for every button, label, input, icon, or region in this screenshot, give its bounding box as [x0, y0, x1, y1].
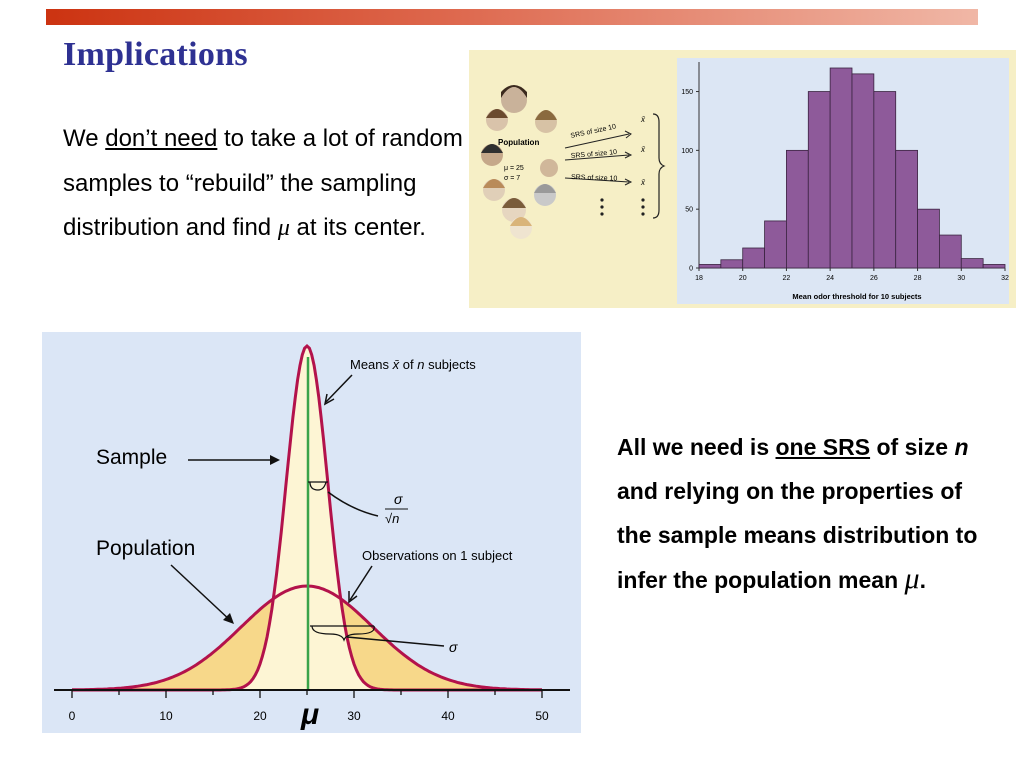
- face-icon: [501, 85, 527, 113]
- face-icon: [483, 179, 505, 201]
- srs-label: SRS of size 10: [569, 123, 617, 140]
- y-tick-label: 150: [681, 89, 693, 97]
- population-label: Population: [498, 138, 540, 147]
- sigma-over-root-n-denominator: √n: [385, 511, 400, 526]
- xbar-label: x̄: [641, 115, 645, 124]
- y-tick-label: 0: [689, 265, 693, 273]
- face-icon: [486, 109, 508, 131]
- histogram-bar: [765, 221, 787, 268]
- right-text-part1: All we need is: [617, 434, 776, 460]
- face-icon: [510, 217, 532, 239]
- x-tick-label: 18: [695, 275, 703, 282]
- x-tick-label: 20: [738, 275, 747, 282]
- y-tick-label: 100: [681, 147, 693, 155]
- right-text-part2: of size: [870, 434, 955, 460]
- ellipsis-icon: [600, 198, 644, 215]
- x-tick-label: 30: [957, 275, 966, 282]
- left-text-underlined: don’t need: [105, 125, 218, 152]
- histogram-bar: [808, 92, 830, 268]
- face-icon: [534, 184, 556, 206]
- mu-symbol: μ: [277, 215, 290, 241]
- sampling-figure: [469, 50, 1016, 308]
- xbar-label: x̄: [641, 145, 645, 154]
- xbar-label: x̄: [641, 178, 645, 187]
- n-symbol: n: [954, 434, 969, 460]
- title-accent-bar: [46, 9, 978, 25]
- arrow-icon: [326, 375, 352, 402]
- histogram-bar: [852, 74, 874, 268]
- right-text-end: .: [919, 567, 926, 593]
- histogram-bar: [961, 259, 983, 268]
- sample-arrow-icon: [186, 452, 286, 468]
- left-text-part2: to take a lot of random samples to “rebuild” the sampling distribution and find: [63, 125, 463, 241]
- sample-label: Sample: [96, 446, 168, 469]
- histogram-bar: [743, 248, 765, 268]
- observations-label: Observations on 1 subject: [362, 548, 513, 563]
- sigma-label: σ: [449, 639, 458, 655]
- right-paragraph: [617, 425, 997, 602]
- x-tick-label: 26: [869, 275, 878, 282]
- histogram-bar: [896, 150, 918, 268]
- brace-icon: [653, 114, 664, 218]
- histogram-bar: [830, 68, 852, 268]
- left-paragraph: [63, 117, 473, 251]
- population-label: Population: [96, 537, 196, 560]
- face-icon: [481, 144, 503, 166]
- x-tick-label: 22: [782, 275, 791, 282]
- x-tick-label: 20: [253, 709, 267, 723]
- histogram-bar: [721, 260, 743, 268]
- mu-symbol: μ: [904, 562, 920, 595]
- x-tick-label: 0: [68, 709, 76, 723]
- slide-title: Implications: [63, 36, 248, 73]
- sigma-label: σ = 7: [504, 175, 521, 182]
- y-tick-label: 50: [685, 206, 693, 214]
- mu-label: μ = 25: [504, 165, 524, 172]
- histogram-bar: [918, 209, 940, 268]
- means-label: Means x̄ of n subjects: [350, 357, 476, 372]
- face-icon: [540, 159, 558, 177]
- histogram-xlabel: Mean odor threshold for 10 subjects: [792, 292, 922, 301]
- srs-label: SRS of size 10: [570, 174, 618, 183]
- x-tick-label: 50: [535, 709, 549, 723]
- x-tick-label: 32: [1001, 275, 1009, 282]
- left-text-part3: at its center.: [289, 214, 426, 241]
- x-tick-label: 40: [441, 709, 455, 723]
- x-tick-label: 30: [347, 709, 361, 723]
- distribution-figure: [42, 332, 581, 733]
- right-text-part3: and relying on the properties of the sample means distribution to infer the population mean: [617, 478, 978, 593]
- x-tick-label: 28: [913, 275, 922, 282]
- histogram-bar: [874, 92, 896, 268]
- sampling-figure-svg: [469, 50, 1016, 308]
- sigma-over-root-n-numerator: σ: [394, 491, 403, 507]
- population-arrow-icon: [168, 562, 240, 628]
- histogram-bar: [699, 264, 721, 268]
- histogram-bar: [983, 264, 1005, 268]
- face-icon: [535, 110, 557, 133]
- x-tick-label: 24: [826, 275, 835, 282]
- x-tick-label: 10: [159, 709, 173, 723]
- histogram-bar: [786, 150, 808, 268]
- mu-axis-label: μ: [301, 698, 320, 731]
- population-faces: [481, 85, 558, 239]
- arrow-icon: [350, 566, 372, 600]
- arrow-icon: [328, 492, 378, 516]
- distribution-figure-svg: [42, 332, 581, 733]
- srs-label: SRS of size 10: [570, 148, 618, 160]
- histogram-bar: [939, 235, 961, 268]
- left-text-part1: We: [63, 125, 106, 152]
- right-text-underlined: one SRS: [775, 434, 871, 460]
